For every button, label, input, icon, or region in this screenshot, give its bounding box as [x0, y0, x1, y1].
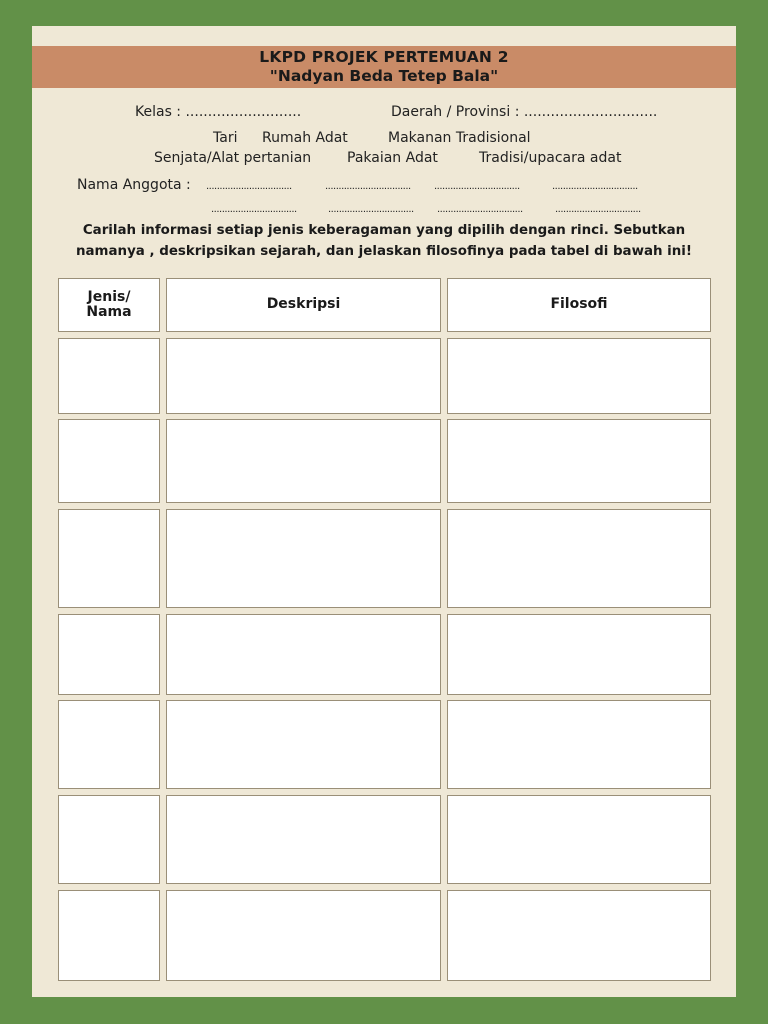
- category-tari: Tari: [213, 130, 238, 146]
- worksheet-page: [32, 26, 736, 997]
- member-blank-7[interactable]: ................................: [437, 204, 523, 215]
- header-deskripsi: Deskripsi: [266, 296, 341, 312]
- header-cell-jenis: [58, 278, 160, 332]
- member-blank-5[interactable]: ................................: [211, 204, 297, 215]
- category-rumah-adat: Rumah Adat: [262, 130, 348, 146]
- category-senjata: Senjata/Alat pertanian: [154, 150, 312, 166]
- header-jenis-line2: Nama: [86, 304, 132, 320]
- worksheet-subtitle: "Nadyan Beda Tetep Bala": [269, 67, 499, 85]
- table-cell-filosofi-row-1[interactable]: [447, 338, 711, 414]
- worksheet-title: LKPD PROJEK PERTEMUAN 2: [259, 48, 509, 66]
- member-blank-1[interactable]: ................................: [206, 181, 292, 192]
- table-cell-filosofi-row-6[interactable]: [447, 795, 711, 884]
- instruction-line-2: namanya , deskripsikan sejarah, dan jelaskan filosofinya pada tabel di bawah ini!: [75, 244, 692, 259]
- table-cell-deskripsi-row-6[interactable]: [166, 795, 441, 884]
- table-cell-deskripsi-row-2[interactable]: [166, 419, 441, 503]
- table-cell-deskripsi-row-1[interactable]: [166, 338, 441, 414]
- table-cell-jenis-row-5[interactable]: [58, 700, 160, 789]
- table-cell-jenis-row-4[interactable]: [58, 614, 160, 695]
- instruction-line-1: Carilah informasi setiap jenis keberagaman yang dipilih dengan rinci. Sebutkan: [82, 223, 686, 238]
- table-cell-filosofi-row-4[interactable]: [447, 614, 711, 695]
- table-cell-jenis-row-1[interactable]: [58, 338, 160, 414]
- member-blank-6[interactable]: ................................: [328, 204, 414, 215]
- category-pakaian-adat: Pakaian Adat: [347, 150, 438, 166]
- table-cell-filosofi-row-2[interactable]: [447, 419, 711, 503]
- member-blank-4[interactable]: ................................: [552, 181, 638, 192]
- member-blank-2[interactable]: ................................: [325, 181, 411, 192]
- table-cell-jenis-row-7[interactable]: [58, 890, 160, 981]
- table-cell-deskripsi-row-5[interactable]: [166, 700, 441, 789]
- table-cell-filosofi-row-3[interactable]: [447, 509, 711, 608]
- kelas-field[interactable]: Kelas : ..........................: [135, 104, 302, 120]
- category-makanan-tradisional: Makanan Tradisional: [388, 130, 531, 146]
- header-cell-deskripsi: [166, 278, 441, 332]
- table-cell-filosofi-row-7[interactable]: [447, 890, 711, 981]
- category-tradisi: Tradisi/upacara adat: [479, 150, 622, 166]
- member-blank-3[interactable]: ................................: [434, 181, 520, 192]
- header-filosofi: Filosofi: [550, 296, 608, 312]
- title-banner: [32, 46, 736, 88]
- table-cell-deskripsi-row-3[interactable]: [166, 509, 441, 608]
- table-cell-deskripsi-row-4[interactable]: [166, 614, 441, 695]
- table-cell-jenis-row-3[interactable]: [58, 509, 160, 608]
- member-blank-8[interactable]: ................................: [555, 204, 641, 215]
- table-cell-deskripsi-row-7[interactable]: [166, 890, 441, 981]
- table-cell-filosofi-row-5[interactable]: [447, 700, 711, 789]
- header-cell-filosofi: [447, 278, 711, 332]
- daerah-field[interactable]: Daerah / Provinsi : ..............................: [391, 104, 658, 120]
- header-jenis-line1: Jenis/: [87, 289, 131, 305]
- table-cell-jenis-row-6[interactable]: [58, 795, 160, 884]
- table-cell-jenis-row-2[interactable]: [58, 419, 160, 503]
- nama-anggota-label: Nama Anggota :: [77, 177, 191, 193]
